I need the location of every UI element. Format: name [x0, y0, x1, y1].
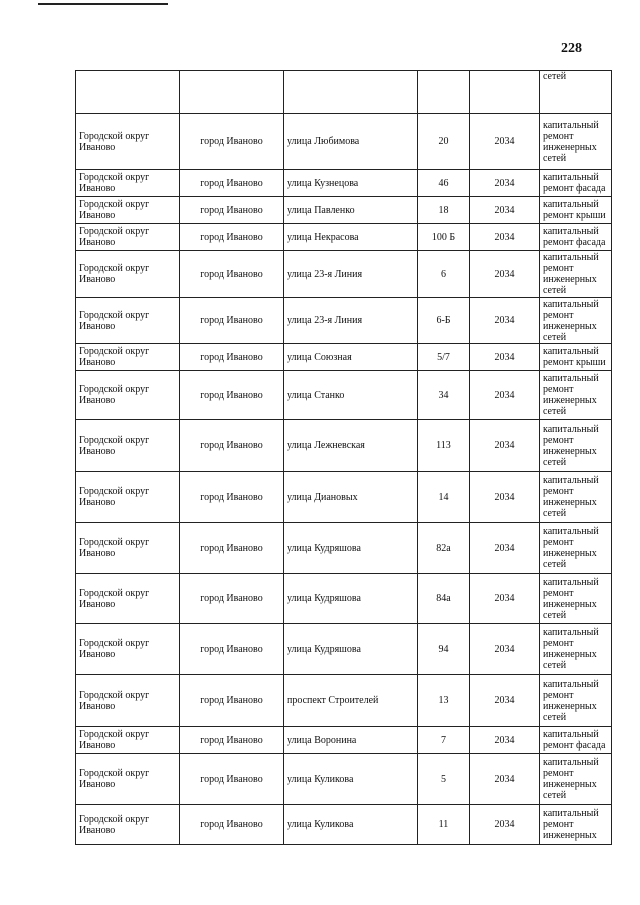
table-row: [76, 805, 612, 845]
cell-work-type: капитальный ремонт инженерных сетей: [540, 624, 612, 675]
cell-municipality: Городской округ Иваново: [76, 574, 180, 624]
cell-street: улица Лежневская: [284, 420, 418, 472]
cell-settlement: город Иваново: [180, 251, 284, 298]
cell-street: улица Кузнецова: [284, 170, 418, 197]
cell-year: 2034: [470, 754, 540, 805]
table-row: [76, 754, 612, 805]
cell-house: 6-Б: [418, 298, 470, 344]
cell-settlement: город Иваново: [180, 298, 284, 344]
table-row: [76, 170, 612, 197]
continuation-row: [76, 71, 612, 114]
cell-house: 11: [418, 805, 470, 845]
cell-street: улица Диановых: [284, 472, 418, 523]
cell-settlement: город Иваново: [180, 805, 284, 845]
cell-year: 2034: [470, 251, 540, 298]
cell-house: 18: [418, 197, 470, 224]
table-row: [76, 344, 612, 371]
cell-street: проспект Строителей: [284, 675, 418, 727]
cell-settlement: город Иваново: [180, 420, 284, 472]
cell-settlement: город Иваново: [180, 675, 284, 727]
cell-street: улица Некрасова: [284, 224, 418, 251]
top-rule: [38, 3, 168, 5]
page-number: 228: [561, 41, 582, 56]
cell-work-type: капитальный ремонт инженерных сетей: [540, 472, 612, 523]
cell-year: 2034: [470, 344, 540, 371]
cell-house: 46: [418, 170, 470, 197]
cell-municipality: Городской округ Иваново: [76, 371, 180, 420]
cell-work-type: капитальный ремонт инженерных сетей: [540, 754, 612, 805]
cell-street: улица Любимова: [284, 114, 418, 170]
cell-municipality: Городской округ Иваново: [76, 472, 180, 523]
cell-street: улица Павленко: [284, 197, 418, 224]
cell-street: улица Станко: [284, 371, 418, 420]
cell-year: 2034: [470, 298, 540, 344]
cell-house: 113: [418, 420, 470, 472]
cell-year: 2034: [470, 472, 540, 523]
cell-work-type: капитальный ремонт инженерных сетей: [540, 251, 612, 298]
cell-house: 94: [418, 624, 470, 675]
cell-street: улица 23-я Линия: [284, 298, 418, 344]
cell-work-type: капитальный ремонт инженерных сетей: [540, 298, 612, 344]
cell-work-type: капитальный ремонт инженерных сетей: [540, 574, 612, 624]
cell-municipality: [76, 71, 180, 114]
cell-settlement: город Иваново: [180, 574, 284, 624]
table-body: [76, 71, 612, 845]
cell-year: 2034: [470, 675, 540, 727]
table-row: [76, 675, 612, 727]
cell-municipality: Городской округ Иваново: [76, 754, 180, 805]
table-row: [76, 420, 612, 472]
cell-house: 5: [418, 754, 470, 805]
cell-year: 2034: [470, 170, 540, 197]
cell-settlement: город Иваново: [180, 727, 284, 754]
cell-municipality: Городской округ Иваново: [76, 675, 180, 727]
cell-house: 82а: [418, 523, 470, 574]
cell-work-type: капитальный ремонт инженерных сетей: [540, 675, 612, 727]
cell-street: [284, 71, 418, 114]
cell-house: 13: [418, 675, 470, 727]
table-row: [76, 472, 612, 523]
cell-settlement: город Иваново: [180, 224, 284, 251]
cell-street: улица Куликова: [284, 754, 418, 805]
cell-work-type: капитальный ремонт фасада: [540, 170, 612, 197]
cell-work-type: сетей: [540, 71, 612, 114]
cell-municipality: Городской округ Иваново: [76, 523, 180, 574]
table-row: [76, 197, 612, 224]
cell-house: 34: [418, 371, 470, 420]
cell-municipality: Городской округ Иваново: [76, 624, 180, 675]
cell-municipality: Городской округ Иваново: [76, 298, 180, 344]
table-row: [76, 727, 612, 754]
table-row: [76, 371, 612, 420]
cell-street: улица Воронина: [284, 727, 418, 754]
cell-house: 20: [418, 114, 470, 170]
cell-settlement: город Иваново: [180, 170, 284, 197]
cell-work-type: капитальный ремонт фасада: [540, 727, 612, 754]
cell-municipality: Городской округ Иваново: [76, 197, 180, 224]
cell-house: 5/7: [418, 344, 470, 371]
cell-street: улица Кудряшова: [284, 624, 418, 675]
cell-street: улица Союзная: [284, 344, 418, 371]
cell-house: [418, 71, 470, 114]
cell-year: [470, 71, 540, 114]
cell-municipality: Городской округ Иваново: [76, 224, 180, 251]
cell-house: 14: [418, 472, 470, 523]
cell-year: 2034: [470, 574, 540, 624]
cell-settlement: город Иваново: [180, 624, 284, 675]
cell-work-type: капитальный ремонт инженерных: [540, 805, 612, 845]
cell-municipality: Городской округ Иваново: [76, 727, 180, 754]
cell-work-type: капитальный ремонт крыши: [540, 344, 612, 371]
cell-year: 2034: [470, 727, 540, 754]
cell-work-type: капитальный ремонт инженерных сетей: [540, 114, 612, 170]
cell-work-type: капитальный ремонт инженерных сетей: [540, 523, 612, 574]
table-row: [76, 251, 612, 298]
cell-settlement: город Иваново: [180, 472, 284, 523]
table-row: [76, 523, 612, 574]
cell-settlement: город Иваново: [180, 344, 284, 371]
cell-street: улица Куликова: [284, 805, 418, 845]
cell-house: 100 Б: [418, 224, 470, 251]
cell-settlement: город Иваново: [180, 114, 284, 170]
cell-year: 2034: [470, 523, 540, 574]
cell-street: улица Кудряшова: [284, 523, 418, 574]
cell-year: 2034: [470, 420, 540, 472]
table-row: [76, 224, 612, 251]
cell-settlement: город Иваново: [180, 754, 284, 805]
cell-year: 2034: [470, 197, 540, 224]
cell-house: 84а: [418, 574, 470, 624]
cell-year: 2034: [470, 224, 540, 251]
cell-work-type: капитальный ремонт крыши: [540, 197, 612, 224]
cell-work-type: капитальный ремонт инженерных сетей: [540, 371, 612, 420]
cell-street: улица Кудряшова: [284, 574, 418, 624]
cell-work-type: капитальный ремонт фасада: [540, 224, 612, 251]
cell-settlement: город Иваново: [180, 523, 284, 574]
cell-year: 2034: [470, 114, 540, 170]
cell-municipality: Городской округ Иваново: [76, 251, 180, 298]
table-row: [76, 574, 612, 624]
cell-work-type: капитальный ремонт инженерных сетей: [540, 420, 612, 472]
cell-municipality: Городской округ Иваново: [76, 170, 180, 197]
cell-street: улица 23-я Линия: [284, 251, 418, 298]
cell-settlement: город Иваново: [180, 371, 284, 420]
cell-house: 7: [418, 727, 470, 754]
repair-schedule-table: [75, 70, 612, 845]
table-row: [76, 114, 612, 170]
table-row: [76, 298, 612, 344]
table-row: [76, 624, 612, 675]
cell-house: 6: [418, 251, 470, 298]
cell-municipality: Городской округ Иваново: [76, 344, 180, 371]
cell-municipality: Городской округ Иваново: [76, 114, 180, 170]
cell-settlement: город Иваново: [180, 197, 284, 224]
cell-municipality: Городской округ Иваново: [76, 420, 180, 472]
cell-year: 2034: [470, 371, 540, 420]
cell-settlement: [180, 71, 284, 114]
cell-municipality: Городской округ Иваново: [76, 805, 180, 845]
cell-year: 2034: [470, 805, 540, 845]
cell-year: 2034: [470, 624, 540, 675]
